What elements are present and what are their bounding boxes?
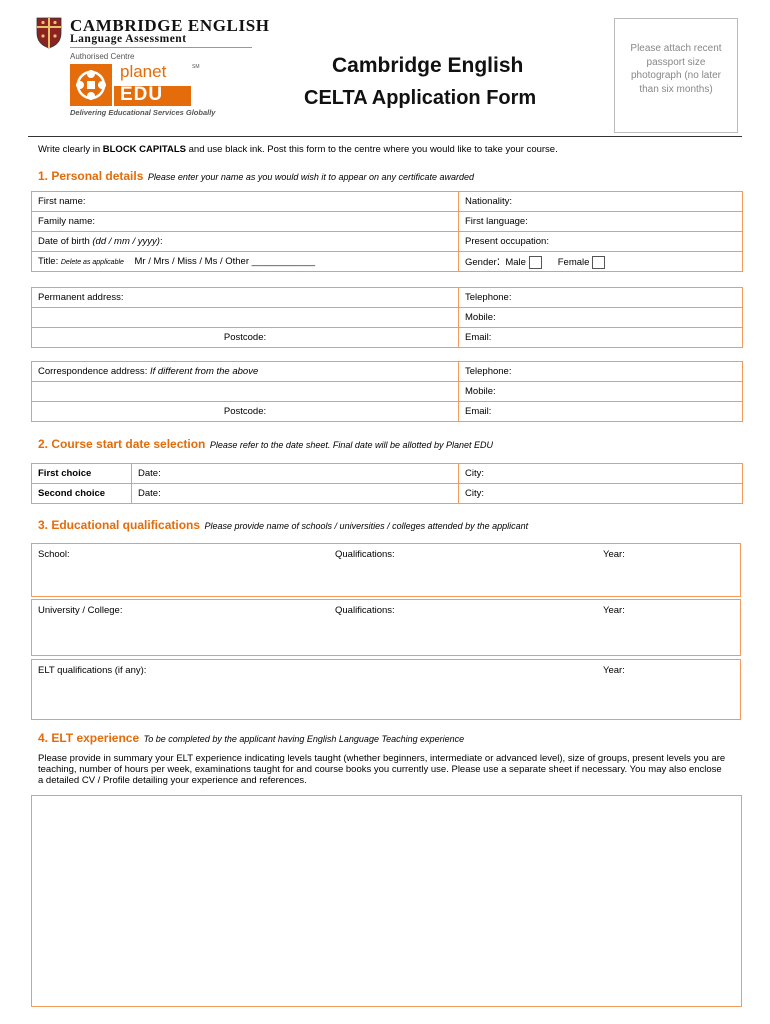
photo-box[interactable]: [614, 18, 738, 133]
first-city-label: City:: [465, 468, 484, 479]
mobile-field[interactable]: [459, 308, 743, 328]
permanent-address-line[interactable]: [32, 308, 459, 328]
corr-address-line[interactable]: [32, 382, 459, 402]
section-2-note: Please refer to the date sheet. Final date will be allotted by Planet EDU: [209, 440, 494, 450]
second-date-label: Date:: [138, 488, 161, 499]
title-options: Mr / Mrs / Miss / Ms / Other ____________: [134, 256, 316, 267]
title-field[interactable]: [32, 252, 459, 272]
section-3-note: Please provide name of schools / universities / colleges attended by the applicant: [204, 521, 529, 531]
email-field[interactable]: [459, 328, 743, 348]
personal-details-table: [31, 191, 743, 272]
first-name-label: First name:: [38, 196, 86, 207]
section-1-heading: [38, 167, 474, 185]
elt-experience-textarea[interactable]: [31, 795, 742, 1007]
cambridge-shield-icon: [36, 17, 62, 49]
mobile-label: Mobile:: [465, 312, 496, 323]
section-2-heading: [38, 435, 493, 453]
female-label: Female: [557, 257, 590, 268]
corr-postcode-label: Postcode:: [223, 406, 267, 417]
university-label: University / College:: [38, 605, 123, 616]
section-2-title: 2. Course start date selection: [38, 437, 206, 451]
first-date-label: Date:: [138, 468, 161, 479]
first-language-label: First language:: [465, 216, 528, 227]
first-choice-date-field[interactable]: [132, 464, 459, 484]
postcode-field[interactable]: [32, 328, 459, 348]
instructions-emphasis: BLOCK CAPITALS: [102, 144, 186, 155]
partner-tagline: Delivering Educational Services Globally: [70, 108, 216, 117]
family-name-field[interactable]: [32, 212, 459, 232]
section-3-title: 3. Educational qualifications: [38, 518, 201, 532]
title-label: Title:: [38, 256, 61, 267]
brand-subtitle: Language Assessment: [70, 33, 187, 45]
school-qualifications-label: Qualifications:: [335, 549, 395, 560]
school-label: School:: [38, 549, 70, 560]
corr-mobile-label: Mobile:: [465, 386, 496, 397]
second-city-label: City:: [465, 488, 484, 499]
service-mark: SM: [192, 64, 200, 70]
occupation-label: Present occupation:: [465, 236, 549, 247]
corr-postcode-field[interactable]: [32, 402, 459, 422]
logo-divider: [70, 47, 252, 48]
correspondence-address-table: [31, 361, 743, 422]
planet-edu-logo: [70, 64, 191, 106]
section-4-note: To be completed by the applicant having English Language Teaching experience: [143, 734, 465, 744]
section-1-title: 1. Personal details: [38, 169, 144, 183]
nationality-field[interactable]: [459, 192, 743, 212]
header-divider: [28, 136, 742, 137]
elt-qualification-box[interactable]: [31, 659, 741, 720]
elt-experience-instructions: Please provide in summary your ELT experience indicating levels taught (whether beginners, intermediate or advanced level), size of groups, present levels you are teaching, number of hours per week, examinations taught for and course books you currently use. Please use a separate sheet if necessary. You may also enclose a detailed CV / Profile detailing your experience and references.: [38, 753, 726, 786]
permanent-address-table: [31, 287, 743, 348]
instructions-pre: Write clearly in: [38, 144, 103, 155]
course-date-table: [31, 463, 743, 504]
photo-instruction: Please attach recent passport size photograph (no later than six months): [630, 43, 722, 95]
dob-label: Date of birth: [38, 236, 93, 247]
corr-address-label: Correspondence address: [38, 366, 145, 377]
section-1-note: Please enter your name as you would wish it to appear on any certificate awarded: [147, 172, 475, 182]
dob-colon: :: [159, 236, 163, 247]
title-hint: Delete as applicable: [60, 259, 124, 266]
university-year-label: Year:: [603, 605, 625, 616]
permanent-address-field[interactable]: [32, 288, 459, 308]
occupation-field[interactable]: [459, 232, 743, 252]
corr-telephone-label: Telephone:: [465, 366, 512, 377]
gender-label: Gender: [465, 257, 497, 268]
school-year-label: Year:: [603, 549, 625, 560]
corr-email-field[interactable]: [459, 402, 743, 422]
permanent-address-label: Permanent address:: [38, 292, 124, 303]
first-choice-city-field[interactable]: [459, 464, 743, 484]
second-choice-date-field[interactable]: [132, 484, 459, 504]
nationality-label: Nationality:: [465, 196, 512, 207]
telephone-field[interactable]: [459, 288, 743, 308]
form-title: Cambridge English: [332, 54, 524, 77]
instructions: [38, 144, 558, 155]
partner-name-top: planet: [120, 62, 167, 81]
male-checkbox[interactable]: [529, 256, 542, 269]
partner-name-bottom: EDU: [120, 84, 164, 105]
section-4-heading: [38, 729, 464, 747]
email-label: Email:: [465, 332, 492, 343]
authorised-centre-label: Authorised Centre: [70, 52, 135, 61]
dob-format: (dd / mm / yyyy): [92, 236, 160, 247]
elt-year-label: Year:: [603, 665, 625, 676]
first-language-field[interactable]: [459, 212, 743, 232]
telephone-label: Telephone:: [465, 292, 512, 303]
date-of-birth-field[interactable]: [32, 232, 459, 252]
university-qualification-box[interactable]: [31, 599, 741, 656]
school-qualification-box[interactable]: [31, 543, 741, 597]
gender-field: [459, 252, 743, 272]
instructions-post: and use black ink. Post this form to the centre where you would like to take your course.: [185, 144, 558, 155]
correspondence-address-field[interactable]: Correspondence address: If different from the above: [32, 362, 459, 382]
elt-qualifications-label: ELT qualifications (if any):: [38, 665, 147, 676]
corr-email-label: Email:: [465, 406, 492, 417]
postcode-label: Postcode:: [223, 332, 267, 343]
section-3-heading: [38, 516, 528, 534]
gender-colon: :: [496, 254, 501, 268]
first-name-field[interactable]: [32, 192, 459, 212]
brand-title: CAMBRIDGE ENGLISH: [70, 16, 270, 35]
female-checkbox[interactable]: [592, 256, 605, 269]
male-label: Male: [505, 257, 526, 268]
university-qualifications-label: Qualifications:: [335, 605, 395, 616]
corr-telephone-field[interactable]: [459, 362, 743, 382]
second-choice-city-field[interactable]: [459, 484, 743, 504]
first-choice-label: First choice: [32, 464, 132, 484]
form-subtitle: CELTA Application Form: [304, 87, 537, 109]
second-choice-label: Second choice: [32, 484, 132, 504]
corr-address-note: If different from the above: [149, 366, 259, 377]
family-name-label: Family name:: [38, 216, 96, 227]
section-4-title: 4. ELT experience: [38, 731, 140, 745]
corr-mobile-field[interactable]: [459, 382, 743, 402]
